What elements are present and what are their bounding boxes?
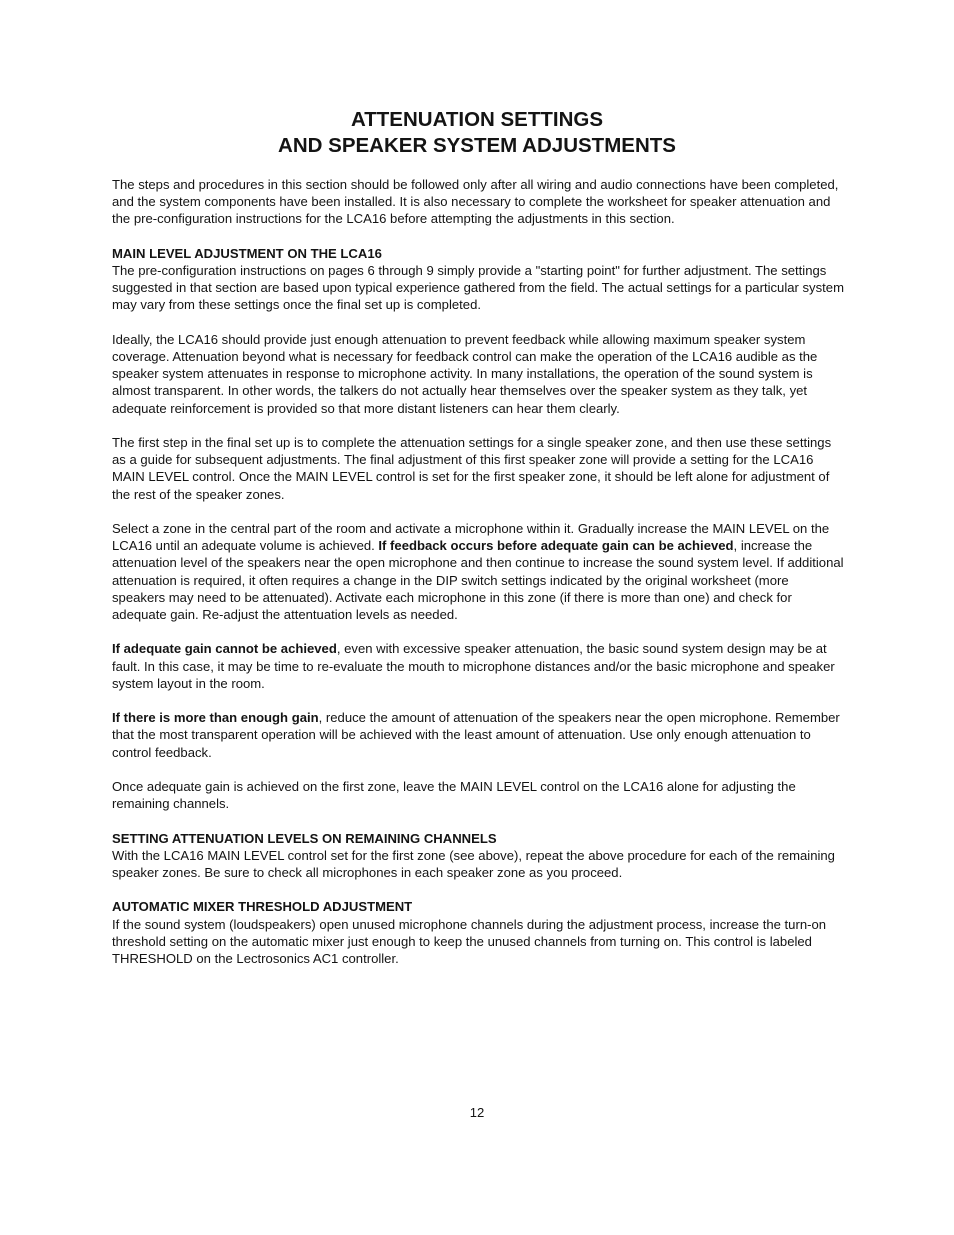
title-line-2: AND SPEAKER SYSTEM ADJUSTMENTS (278, 134, 676, 157)
main-level-paragraph-5 (112, 640, 844, 692)
threshold-heading: AUTOMATIC MIXER THRESHOLD ADJUSTMENT (112, 899, 413, 915)
main-level-paragraph-2: Ideally, the LCA16 should provide just enough attenuation to prevent feedback while allowing maximum speaker system coverage. Attenuation beyond what is necessary for feedback control can make the operation of the LCA16 audible as the speaker system attenuates in response to microphone activity. In many installations, the operation of the sound system is almost transparent. In other words, the talkers do not actually hear themselves over the speaker system as they talk, yet adequate reinforcement is provided so that more distant listeners can hear them clearly. (112, 331, 818, 416)
main-level-heading: MAIN LEVEL ADJUSTMENT ON THE LCA16 (112, 245, 382, 261)
p4-bold-text: If feedback occurs before adequate gain can be achieved (378, 538, 734, 554)
p4-text-b: , increase the attenuation level of the speakers near the open microphone and then continue to increase the sound system level. If additional attenuation is required, it often requires a change in the DIP switch settings indicated by the original worksheet (more speakers may need to be attenuated). Activate each microphone in this zone (if there is more than one) and check for adequate gain. Re-adjust the attentuation levels as needed. (112, 538, 844, 623)
document-body (112, 176, 844, 984)
title-line-1: ATTENUATION SETTINGS (350, 108, 604, 131)
main-level-paragraph-3: The first step in the final set up is to complete the attenuation settings for a single speaker zone, and then use these settings as a guide for subsequent adjustments. The final adjustment of this first speaker zone will provide a setting for the LCA16 MAIN LEVEL control. Once the MAIN LEVEL control is set for the first speaker zone, it should be left alone for adjustment of the rest of the speaker zones. (112, 435, 832, 502)
main-level-paragraph-1: The pre-configuration instructions on pages 6 through 9 simply provide a "starting point" for further adjustment. The settings suggested in that section are based upon typical experience gathered from the field. The actual settings for a particular system may vary from these settings once the final set up is completed. (112, 263, 844, 313)
p6-text: , reduce the amount of attenuation of the speakers near the open microphone. Remember that the most transparent operation will be achieved with the least amount of attenuation. Use only enough attenuation to control feedback. (112, 710, 840, 760)
remaining-channels-paragraph: With the LCA16 MAIN LEVEL control set for the first zone (see above), repeat the above procedure for each of the remaining speaker zones. Be sure to check all microphones in each speaker zone as you proceed. (112, 847, 835, 880)
page-number: 12 (469, 1105, 485, 1120)
intro-paragraph: The steps and procedures in this section should be followed only after all wiring and audio connections have been completed, and the system components have been installed. It is also necessary to complete the worksheet for speaker attenuation and the pre-configuration instructions for the LCA16 before attempting the adjustments in this section. (112, 177, 839, 227)
p6-bold-text: If there is more than enough gain (112, 710, 319, 726)
remaining-channels-heading: SETTING ATTENUATION LEVELS ON REMAINING CHANNELS (112, 830, 497, 846)
p5-text: , even with excessive speaker attenuation, the basic sound system design may be at fault. In this case, it may be time to re-evaluate the mouth to microphone distances and/or the basic microphone and speaker system layout in the room. (112, 641, 835, 691)
threshold-paragraph: If the sound system (loudspeakers) open unused microphone channels during the adjustment process, increase the turn-on threshold setting on the automatic mixer just enough to keep the unused channels from turning on. This control is labeled THRESHOLD on the Lectrosonics AC1 controller. (112, 916, 827, 966)
main-level-paragraph-4 (112, 520, 844, 623)
main-level-paragraph-7: Once adequate gain is achieved on the first zone, leave the MAIN LEVEL control on the LCA16 alone for adjusting the remaining channels. (112, 779, 796, 812)
p5-bold-text: If adequate gain cannot be achieved (112, 641, 337, 657)
main-level-paragraph-6 (112, 709, 844, 761)
page-title (0, 107, 954, 159)
p4-text-a: Select a zone in the central part of the room and activate a microphone within it. Gradually increase the MAIN LEVEL on the LCA16 until an adequate volume is achieved. (112, 521, 830, 554)
